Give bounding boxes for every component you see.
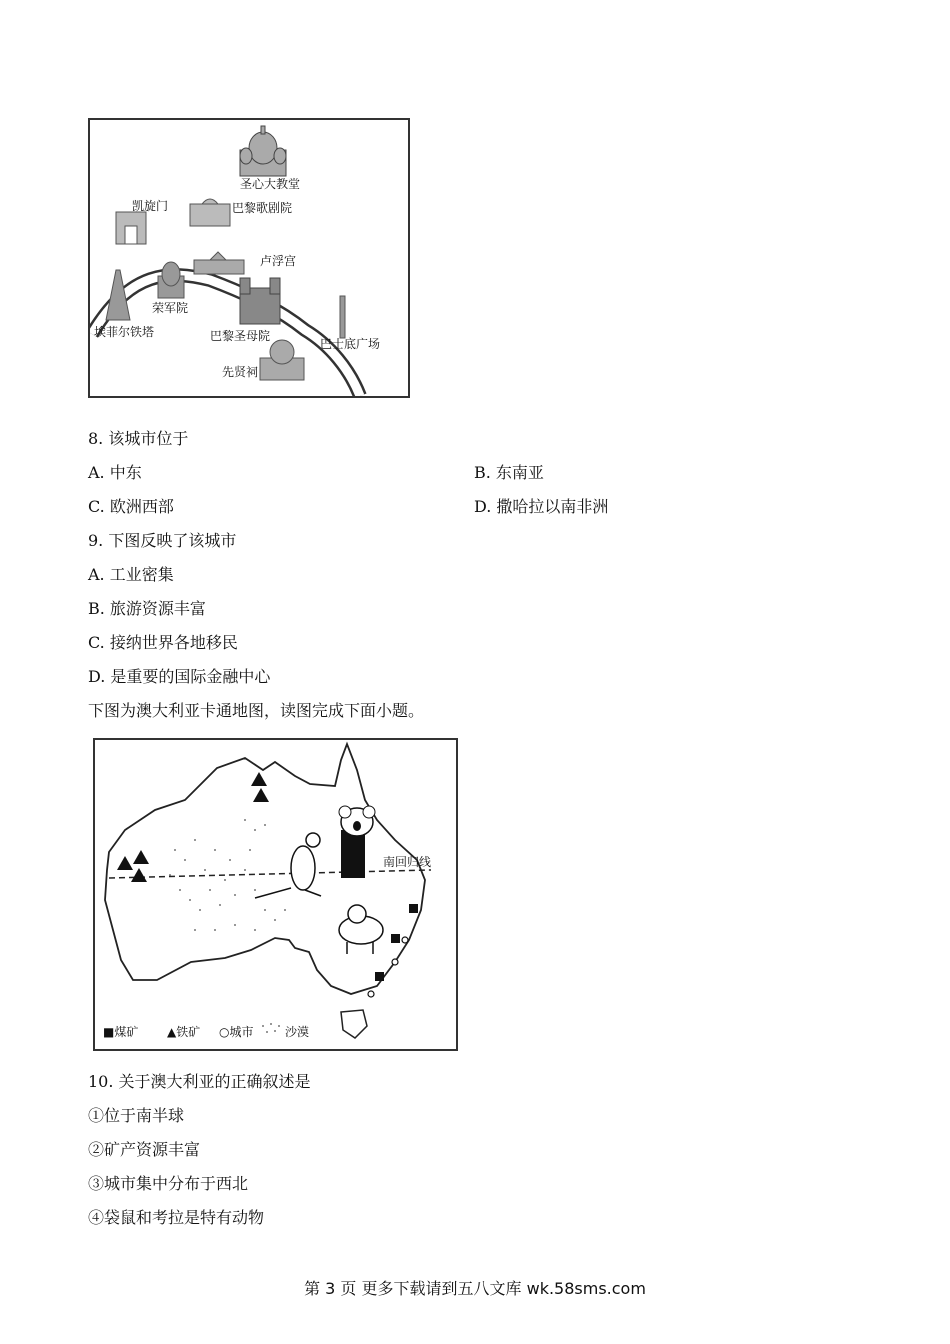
question-8-stem: 8. 该城市位于 — [88, 429, 189, 448]
australia-cartoon-map — [93, 738, 458, 1051]
label-arc-de-triomphe: 凯旋门 — [132, 199, 169, 213]
question-9-option-b: B. 旅游资源丰富 — [88, 599, 206, 618]
label-notre-dame: 巴黎圣母院 — [210, 329, 271, 343]
sacre-coeur-icon — [240, 126, 286, 176]
legend-coal: ■煤矿 — [103, 1025, 139, 1039]
opera-icon — [190, 199, 230, 226]
question-10-statement-2: ②矿产资源丰富 — [88, 1140, 201, 1159]
question-9-option-a: A. 工业密集 — [88, 565, 174, 584]
australia-outline — [105, 744, 425, 994]
page-footer: 第 3 页 更多下载请到五八文库 wk.58sms.com — [304, 1279, 646, 1298]
label-eiffel-tower: 埃菲尔铁塔 — [94, 325, 155, 339]
label-sacre-coeur: 圣心大教堂 — [240, 177, 301, 191]
label-opera: 巴黎歌剧院 — [232, 201, 293, 215]
label-pantheon: 先贤祠 — [222, 365, 259, 379]
question-8-option-c: C. 欧洲西部 — [88, 497, 174, 516]
notre-dame-icon — [240, 278, 280, 324]
louvre-icon — [194, 252, 244, 274]
question-10-statement-4: ④袋鼠和考拉是特有动物 — [88, 1208, 265, 1227]
australia-intro: 下图为澳大利亚卡通地图，读图完成下面小题。 — [88, 701, 425, 720]
question-8-option-a: A. 中东 — [88, 463, 142, 482]
question-9-stem: 9. 下图反映了该城市 — [88, 531, 237, 550]
question-10-statement-1: ①位于南半球 — [88, 1106, 185, 1125]
paris-landmark-map — [88, 118, 410, 398]
question-10-statement-3: ③城市集中分布于西北 — [88, 1174, 249, 1193]
question-9-option-c: C. 接纳世界各地移民 — [88, 633, 238, 652]
legend-city: ○城市 — [219, 1025, 254, 1039]
tasmania-outline — [341, 1010, 367, 1038]
label-bastille: 巴士底广场 — [320, 337, 381, 351]
label-louvre: 卢浮宫 — [260, 254, 297, 268]
question-10-stem: 10. 关于澳大利亚的正确叙述是 — [88, 1072, 311, 1091]
pantheon-icon — [260, 340, 304, 380]
label-invalides: 荣军院 — [152, 301, 189, 315]
invalides-icon — [158, 262, 184, 298]
legend-desert-icon — [262, 1023, 280, 1033]
legend-iron: ▲铁矿 — [167, 1025, 201, 1039]
question-8-option-b: B. 东南亚 — [474, 463, 544, 482]
legend-desert: 沙漠 — [285, 1025, 310, 1039]
tropic-label: 南回归线 — [383, 855, 432, 869]
question-8-option-d: D. 撒哈拉以南非洲 — [474, 497, 609, 516]
question-9-option-d: D. 是重要的国际金融中心 — [88, 667, 271, 686]
arc-de-triomphe-icon — [116, 212, 146, 244]
map-legend — [103, 1023, 309, 1039]
bastille-column-icon — [340, 296, 345, 338]
